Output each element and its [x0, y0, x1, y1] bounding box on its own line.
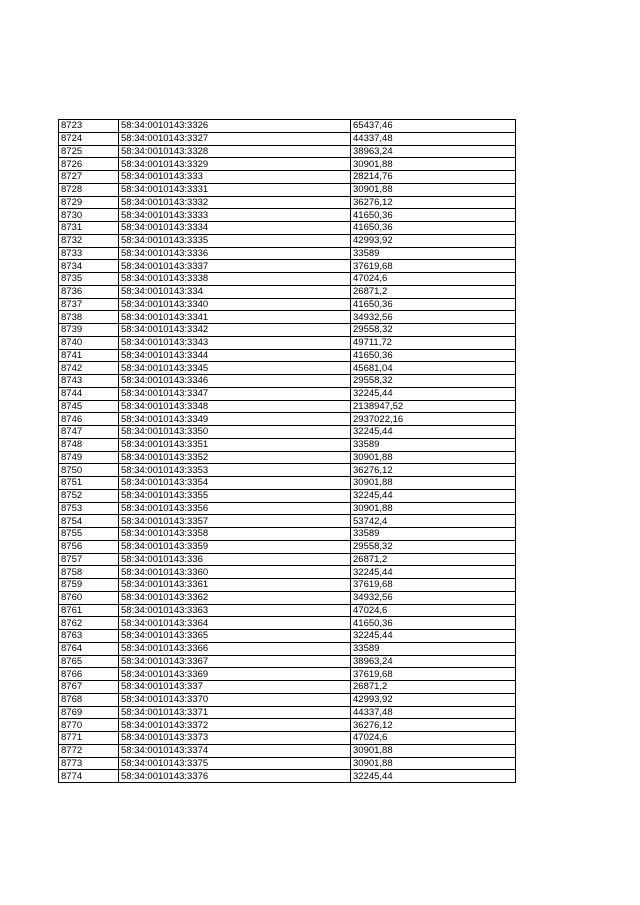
cadastral-value-cell: 41650,36 — [351, 222, 516, 235]
cadastral-value-cell: 53742,4 — [351, 515, 516, 528]
row-number-cell: 8741 — [59, 349, 119, 362]
cadastral-value-cell: 32245,44 — [351, 566, 516, 579]
cadastral-value-cell: 44337,48 — [351, 706, 516, 719]
row-number-cell: 8724 — [59, 132, 119, 145]
table-row — [59, 413, 516, 426]
cadastral-number-cell: 58:34:0010143:3357 — [119, 515, 351, 528]
table-row — [59, 375, 516, 388]
table-row — [59, 349, 516, 362]
table-row — [59, 502, 516, 515]
cadastral-value-cell: 33589 — [351, 247, 516, 260]
cadastral-number-cell: 58:34:0010143:3345 — [119, 362, 351, 375]
cadastral-value-cell: 42993,92 — [351, 234, 516, 247]
cadastral-value-cell: 33589 — [351, 642, 516, 655]
row-number-cell: 8759 — [59, 579, 119, 592]
cadastral-number-cell: 58:34:0010143:3349 — [119, 413, 351, 426]
cadastral-value-cell: 32245,44 — [351, 426, 516, 439]
cadastral-value-cell: 29558,32 — [351, 324, 516, 337]
cadastral-number-cell: 58:34:0010143:3365 — [119, 630, 351, 643]
table-row — [59, 145, 516, 158]
cadastral-value-cell: 26871,2 — [351, 285, 516, 298]
row-number-cell: 8751 — [59, 477, 119, 490]
table-row — [59, 362, 516, 375]
cadastral-value-cell: 2138947,52 — [351, 400, 516, 413]
cadastral-number-cell: 58:34:0010143:3347 — [119, 387, 351, 400]
table-row — [59, 311, 516, 324]
row-number-cell: 8754 — [59, 515, 119, 528]
cadastral-value-cell: 41650,36 — [351, 349, 516, 362]
cadastral-value-cell: 42993,92 — [351, 693, 516, 706]
table-row — [59, 630, 516, 643]
table-row — [59, 183, 516, 196]
table-row — [59, 706, 516, 719]
table-row — [59, 260, 516, 273]
table-row — [59, 566, 516, 579]
cadastral-number-cell: 58:34:0010143:336 — [119, 553, 351, 566]
cadastral-number-cell: 58:34:0010143:3351 — [119, 438, 351, 451]
row-number-cell: 8739 — [59, 324, 119, 337]
cadastral-number-cell: 58:34:0010143:3361 — [119, 579, 351, 592]
table-row — [59, 451, 516, 464]
cadastral-value-cell: 37619,68 — [351, 260, 516, 273]
cadastral-number-cell: 58:34:0010143:3354 — [119, 477, 351, 490]
row-number-cell: 8742 — [59, 362, 119, 375]
cadastral-number-cell: 58:34:0010143:3350 — [119, 426, 351, 439]
cadastral-number-cell: 58:34:0010143:3364 — [119, 617, 351, 630]
cadastral-value-cell: 28214,76 — [351, 171, 516, 184]
table-row — [59, 285, 516, 298]
cadastral-value-cell: 34932,56 — [351, 591, 516, 604]
cadastral-number-cell: 58:34:0010143:3331 — [119, 183, 351, 196]
cadastral-number-cell: 58:34:0010143:3348 — [119, 400, 351, 413]
cadastral-number-cell: 58:34:0010143:3358 — [119, 528, 351, 541]
cadastral-number-cell: 58:34:0010143:3334 — [119, 222, 351, 235]
cadastral-value-cell: 47024,6 — [351, 273, 516, 286]
table-row — [59, 553, 516, 566]
row-number-cell: 8747 — [59, 426, 119, 439]
cadastral-value-cell: 29558,32 — [351, 540, 516, 553]
row-number-cell: 8743 — [59, 375, 119, 388]
cadastral-number-cell: 58:34:0010143:3356 — [119, 502, 351, 515]
cadastral-value-cell: 32245,44 — [351, 770, 516, 783]
cadastral-value-cell: 36276,12 — [351, 464, 516, 477]
cadastral-value-cell: 41650,36 — [351, 209, 516, 222]
cadastral-number-cell: 58:34:0010143:3326 — [119, 120, 351, 133]
cadastral-value-cell: 47024,6 — [351, 732, 516, 745]
table-row — [59, 426, 516, 439]
cadastral-value-cell: 26871,2 — [351, 553, 516, 566]
row-number-cell: 8763 — [59, 630, 119, 643]
cadastral-number-cell: 58:34:0010143:3352 — [119, 451, 351, 464]
row-number-cell: 8731 — [59, 222, 119, 235]
row-number-cell: 8768 — [59, 693, 119, 706]
cadastral-number-cell: 58:34:0010143:337 — [119, 681, 351, 694]
table-row — [59, 515, 516, 528]
row-number-cell: 8771 — [59, 732, 119, 745]
cadastral-value-cell: 30901,88 — [351, 744, 516, 757]
row-number-cell: 8756 — [59, 540, 119, 553]
cadastral-value-cell: 2937022,16 — [351, 413, 516, 426]
row-number-cell: 8766 — [59, 668, 119, 681]
row-number-cell: 8749 — [59, 451, 119, 464]
cadastral-number-cell: 58:34:0010143:3333 — [119, 209, 351, 222]
cadastral-value-table — [58, 119, 516, 783]
cadastral-number-cell: 58:34:0010143:3360 — [119, 566, 351, 579]
cadastral-value-cell: 30901,88 — [351, 451, 516, 464]
table-row — [59, 222, 516, 235]
table-row — [59, 693, 516, 706]
cadastral-value-cell: 41650,36 — [351, 298, 516, 311]
cadastral-value-cell: 41650,36 — [351, 617, 516, 630]
cadastral-number-cell: 58:34:0010143:3374 — [119, 744, 351, 757]
table-row — [59, 132, 516, 145]
cadastral-number-cell: 58:34:0010143:3332 — [119, 196, 351, 209]
row-number-cell: 8764 — [59, 642, 119, 655]
cadastral-value-cell: 29558,32 — [351, 375, 516, 388]
cadastral-number-cell: 58:34:0010143:3366 — [119, 642, 351, 655]
cadastral-value-cell: 32245,44 — [351, 630, 516, 643]
cadastral-number-cell: 58:34:0010143:3327 — [119, 132, 351, 145]
row-number-cell: 8729 — [59, 196, 119, 209]
cadastral-value-cell: 33589 — [351, 528, 516, 541]
table-row — [59, 120, 516, 133]
table-row — [59, 540, 516, 553]
row-number-cell: 8736 — [59, 285, 119, 298]
table-row — [59, 464, 516, 477]
row-number-cell: 8752 — [59, 489, 119, 502]
table-row — [59, 732, 516, 745]
cadastral-value-cell: 37619,68 — [351, 579, 516, 592]
cadastral-number-cell: 58:34:0010143:3346 — [119, 375, 351, 388]
table-row — [59, 719, 516, 732]
table-row — [59, 247, 516, 260]
cadastral-number-cell: 58:34:0010143:3373 — [119, 732, 351, 745]
table-row — [59, 579, 516, 592]
cadastral-number-cell: 58:34:0010143:3359 — [119, 540, 351, 553]
cadastral-number-cell: 58:34:0010143:3362 — [119, 591, 351, 604]
cadastral-number-cell: 58:34:0010143:3353 — [119, 464, 351, 477]
cadastral-number-cell: 58:34:0010143:3363 — [119, 604, 351, 617]
cadastral-value-cell: 44337,48 — [351, 132, 516, 145]
row-number-cell: 8773 — [59, 757, 119, 770]
row-number-cell: 8738 — [59, 311, 119, 324]
row-number-cell: 8757 — [59, 553, 119, 566]
row-number-cell: 8735 — [59, 273, 119, 286]
cadastral-number-cell: 58:34:0010143:3341 — [119, 311, 351, 324]
row-number-cell: 8726 — [59, 158, 119, 171]
cadastral-number-cell: 58:34:0010143:3376 — [119, 770, 351, 783]
row-number-cell: 8733 — [59, 247, 119, 260]
cadastral-number-cell: 58:34:0010143:3342 — [119, 324, 351, 337]
cadastral-number-cell: 58:34:0010143:3355 — [119, 489, 351, 502]
table-row — [59, 617, 516, 630]
cadastral-number-cell: 58:34:0010143:3369 — [119, 668, 351, 681]
row-number-cell: 8753 — [59, 502, 119, 515]
table-row — [59, 744, 516, 757]
table-row — [59, 336, 516, 349]
cadastral-number-cell: 58:34:0010143:3335 — [119, 234, 351, 247]
table-body — [59, 120, 516, 783]
cadastral-value-cell: 65437,46 — [351, 120, 516, 133]
cadastral-number-cell: 58:34:0010143:3370 — [119, 693, 351, 706]
cadastral-value-cell: 30901,88 — [351, 183, 516, 196]
table-row — [59, 757, 516, 770]
table-row — [59, 273, 516, 286]
row-number-cell: 8727 — [59, 171, 119, 184]
cadastral-value-cell: 30901,88 — [351, 477, 516, 490]
table-row — [59, 681, 516, 694]
row-number-cell: 8748 — [59, 438, 119, 451]
row-number-cell: 8728 — [59, 183, 119, 196]
row-number-cell: 8730 — [59, 209, 119, 222]
table-row — [59, 528, 516, 541]
cadastral-number-cell: 58:34:0010143:3336 — [119, 247, 351, 260]
row-number-cell: 8770 — [59, 719, 119, 732]
row-number-cell: 8761 — [59, 604, 119, 617]
row-number-cell: 8740 — [59, 336, 119, 349]
row-number-cell: 8734 — [59, 260, 119, 273]
table-row — [59, 591, 516, 604]
row-number-cell: 8744 — [59, 387, 119, 400]
cadastral-value-cell: 32245,44 — [351, 489, 516, 502]
cadastral-value-cell: 30901,88 — [351, 502, 516, 515]
table-row — [59, 387, 516, 400]
cadastral-value-cell: 36276,12 — [351, 196, 516, 209]
cadastral-value-cell: 30901,88 — [351, 158, 516, 171]
cadastral-number-cell: 58:34:0010143:3329 — [119, 158, 351, 171]
row-number-cell: 8765 — [59, 655, 119, 668]
cadastral-value-cell: 47024,6 — [351, 604, 516, 617]
row-number-cell: 8723 — [59, 120, 119, 133]
cadastral-number-cell: 58:34:0010143:334 — [119, 285, 351, 298]
row-number-cell: 8762 — [59, 617, 119, 630]
table-row — [59, 171, 516, 184]
table-row — [59, 158, 516, 171]
cadastral-value-cell: 30901,88 — [351, 757, 516, 770]
table-row — [59, 770, 516, 783]
cadastral-value-cell: 38963,24 — [351, 145, 516, 158]
cadastral-value-cell: 32245,44 — [351, 387, 516, 400]
cadastral-number-cell: 58:34:0010143:333 — [119, 171, 351, 184]
table-row — [59, 400, 516, 413]
row-number-cell: 8758 — [59, 566, 119, 579]
row-number-cell: 8746 — [59, 413, 119, 426]
cadastral-value-cell: 45681,04 — [351, 362, 516, 375]
table-row — [59, 438, 516, 451]
row-number-cell: 8767 — [59, 681, 119, 694]
cadastral-number-cell: 58:34:0010143:3340 — [119, 298, 351, 311]
cadastral-number-cell: 58:34:0010143:3337 — [119, 260, 351, 273]
cadastral-number-cell: 58:34:0010143:3328 — [119, 145, 351, 158]
cadastral-number-cell: 58:34:0010143:3371 — [119, 706, 351, 719]
row-number-cell: 8774 — [59, 770, 119, 783]
cadastral-number-cell: 58:34:0010143:3375 — [119, 757, 351, 770]
cadastral-value-cell: 49711,72 — [351, 336, 516, 349]
row-number-cell: 8772 — [59, 744, 119, 757]
table-row — [59, 209, 516, 222]
table-row — [59, 668, 516, 681]
table-row — [59, 477, 516, 490]
table-row — [59, 655, 516, 668]
cadastral-number-cell: 58:34:0010143:3372 — [119, 719, 351, 732]
table-row — [59, 642, 516, 655]
table-row — [59, 234, 516, 247]
cadastral-value-cell: 26871,2 — [351, 681, 516, 694]
table-row — [59, 324, 516, 337]
cadastral-value-cell: 37619,68 — [351, 668, 516, 681]
table-row — [59, 489, 516, 502]
cadastral-number-cell: 58:34:0010143:3367 — [119, 655, 351, 668]
row-number-cell: 8755 — [59, 528, 119, 541]
row-number-cell: 8737 — [59, 298, 119, 311]
cadastral-number-cell: 58:34:0010143:3343 — [119, 336, 351, 349]
table-row — [59, 196, 516, 209]
cadastral-value-cell: 33589 — [351, 438, 516, 451]
row-number-cell: 8769 — [59, 706, 119, 719]
table-row — [59, 604, 516, 617]
row-number-cell: 8725 — [59, 145, 119, 158]
row-number-cell: 8750 — [59, 464, 119, 477]
cadastral-value-cell: 38963,24 — [351, 655, 516, 668]
cadastral-value-cell: 34932,56 — [351, 311, 516, 324]
row-number-cell: 8732 — [59, 234, 119, 247]
cadastral-value-cell: 36276,12 — [351, 719, 516, 732]
cadastral-number-cell: 58:34:0010143:3344 — [119, 349, 351, 362]
cadastral-number-cell: 58:34:0010143:3338 — [119, 273, 351, 286]
row-number-cell: 8760 — [59, 591, 119, 604]
row-number-cell: 8745 — [59, 400, 119, 413]
table-row — [59, 298, 516, 311]
